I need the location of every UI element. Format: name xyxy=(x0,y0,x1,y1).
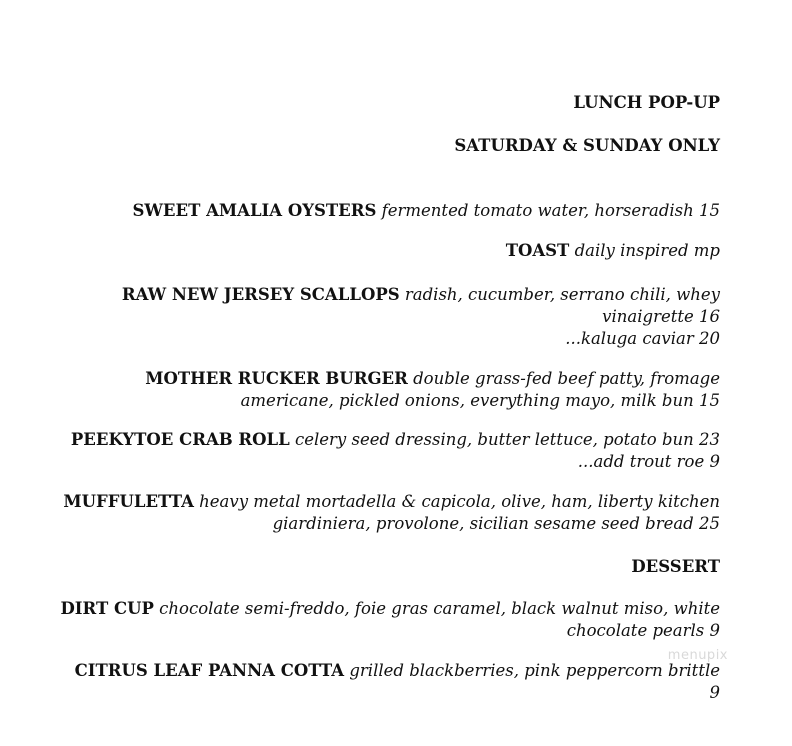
item-name: TOAST xyxy=(505,241,570,260)
item-line xyxy=(60,284,720,306)
menu-item-peekytoe-crab-roll xyxy=(60,429,720,473)
item-description-cont: giardiniera, provolone, sicilian sesame seed bread 25 xyxy=(272,514,720,533)
item-name: SWEET AMALIA OYSTERS xyxy=(132,201,377,220)
item-line xyxy=(60,660,720,682)
item-description: chocolate semi-freddo, foie gras caramel, black walnut miso, white xyxy=(159,599,720,618)
dessert-item-citrus-leaf-panna-cotta xyxy=(60,660,720,704)
item-description: grilled blackberries, pink peppercorn brittle xyxy=(349,661,720,680)
menu-item-toast xyxy=(60,240,720,262)
dessert-heading: DESSERT xyxy=(631,557,720,576)
item-line xyxy=(60,598,720,620)
item-line xyxy=(60,368,720,390)
item-description: fermented tomato water, horseradish 15 xyxy=(381,201,720,220)
item-addon: ...kaluga caviar 20 xyxy=(565,329,720,348)
item-description: double grass-fed beef patty, fromage xyxy=(413,369,720,388)
item-name: MUFFULETTA xyxy=(63,492,194,511)
item-line xyxy=(60,429,720,451)
item-line xyxy=(60,200,720,222)
menu-item-mother-rucker-burger xyxy=(60,368,720,412)
item-description-cont: chocolate pearls 9 xyxy=(566,621,720,640)
item-description-cont: vinaigrette 16 xyxy=(602,307,720,326)
item-description: heavy metal mortadella & capicola, olive, ham, liberty kitchen xyxy=(199,492,720,511)
menu-item-sweet-amalia-oysters xyxy=(60,200,720,222)
menu-item-muffuletta xyxy=(60,491,720,535)
item-addon: ...add trout roe 9 xyxy=(577,452,720,471)
item-name: CITRUS LEAF PANNA COTTA xyxy=(74,661,345,680)
item-name: MOTHER RUCKER BURGER xyxy=(145,369,408,388)
item-name: DIRT CUP xyxy=(60,599,154,618)
item-description: daily inspired mp xyxy=(574,241,720,260)
dessert-item-dirt-cup xyxy=(60,598,720,642)
item-line xyxy=(60,491,720,513)
item-name: RAW NEW JERSEY SCALLOPS xyxy=(121,285,400,304)
watermark: menupix xyxy=(667,648,728,663)
menu-item-raw-new-jersey-scallops xyxy=(60,284,720,350)
item-description: radish, cucumber, serrano chili, whey xyxy=(404,285,720,304)
menu-subtitle: SATURDAY & SUNDAY ONLY xyxy=(454,136,720,155)
item-price: 9 xyxy=(709,683,720,702)
menu-title: LUNCH POP-UP xyxy=(573,93,720,112)
item-description-cont: americane, pickled onions, everything mayo, milk bun 15 xyxy=(240,391,720,410)
item-name: PEEKYTOE CRAB ROLL xyxy=(70,430,290,449)
item-line xyxy=(60,240,720,262)
item-description: celery seed dressing, butter lettuce, potato bun 23 xyxy=(294,430,720,449)
